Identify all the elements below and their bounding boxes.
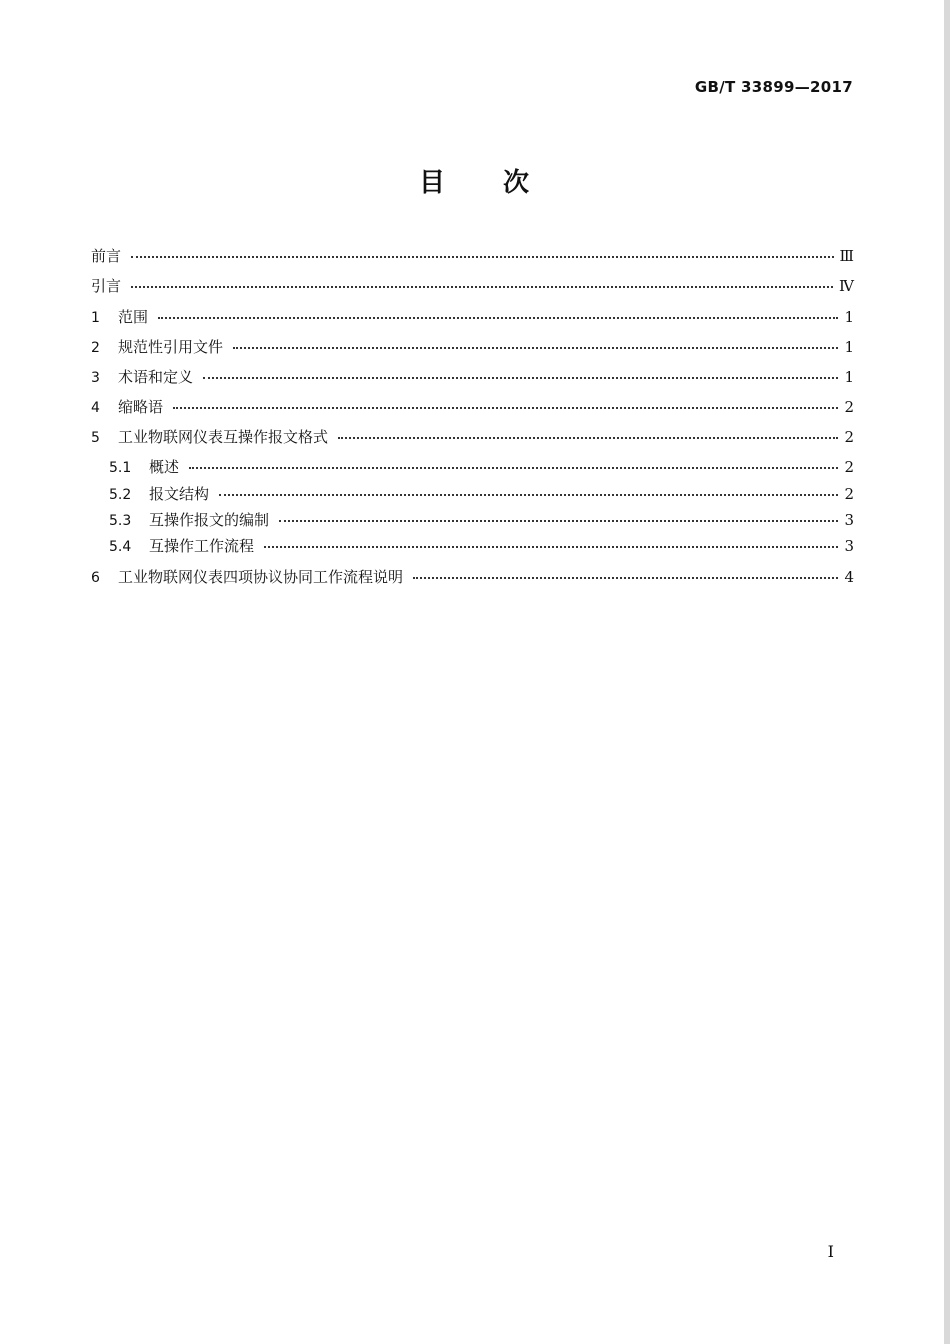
toc-entry-scope[interactable] <box>91 306 854 328</box>
dot-leader <box>158 317 838 319</box>
toc-entry-message-format[interactable] <box>91 426 854 448</box>
toc-entry-label: 工业物联网仪表四项协议协同工作流程说明 <box>118 568 404 586</box>
toc-entry-label: 互操作工作流程 <box>149 537 255 555</box>
toc-entry-label: 范围 <box>118 308 149 326</box>
toc-entry-number: 5.4 <box>109 539 132 555</box>
toc-entry-workflow[interactable] <box>109 535 854 557</box>
toc-entry-label: 前言 <box>91 247 122 265</box>
dot-leader <box>173 407 838 409</box>
dot-leader <box>131 256 834 258</box>
page-number: Ⅰ <box>827 1242 834 1261</box>
toc-entry-label: 规范性引用文件 <box>118 338 224 356</box>
toc-entry-number: 5.1 <box>109 460 132 476</box>
toc-entry-label: 概述 <box>149 458 180 476</box>
toc-entry-message-structure[interactable] <box>109 483 854 505</box>
dot-leader <box>413 577 838 579</box>
toc-entry-page: 2 <box>844 398 854 416</box>
toc-entry-label: 缩略语 <box>118 398 164 416</box>
toc-entry-page: 3 <box>844 537 854 555</box>
toc-entry-number: 5 <box>91 430 100 446</box>
toc-entry-page: 3 <box>844 511 854 529</box>
toc-entry-label: 报文结构 <box>149 485 210 503</box>
toc-entry-protocol-collaboration[interactable] <box>91 566 854 588</box>
page-title: 目 次 <box>418 168 531 198</box>
toc-entry-number: 5.2 <box>109 487 132 503</box>
page-edge <box>944 0 950 1344</box>
toc-entry-page: 1 <box>844 308 854 326</box>
toc-entry-number: 4 <box>91 400 100 416</box>
toc-entry-label: 工业物联网仪表互操作报文格式 <box>118 428 329 446</box>
dot-leader <box>219 494 838 496</box>
toc-entry-page: 4 <box>844 568 854 586</box>
toc-entry-page: 1 <box>844 338 854 356</box>
toc-entry-message-compilation[interactable] <box>109 509 854 531</box>
toc-entry-number: 2 <box>91 340 100 356</box>
toc-entry-abbreviations[interactable] <box>91 396 854 418</box>
toc-entry-number: 6 <box>91 570 100 586</box>
dot-leader <box>189 467 838 469</box>
toc-entry-page: Ⅲ <box>839 247 854 265</box>
toc-entry-page: 2 <box>844 428 854 446</box>
toc-entry-page: 1 <box>844 368 854 386</box>
standard-number: GB/T 33899—2017 <box>694 78 853 96</box>
toc-entry-introduction[interactable] <box>91 275 854 297</box>
toc-entry-number: 1 <box>91 310 100 326</box>
dot-leader <box>338 437 838 439</box>
toc-entry-terms-definitions[interactable] <box>91 366 854 388</box>
toc-entry-label: 互操作报文的编制 <box>149 511 270 529</box>
toc-entry-page: 2 <box>844 458 854 476</box>
dot-leader <box>233 347 838 349</box>
toc-entry-label: 术语和定义 <box>118 368 194 386</box>
toc-entry-number: 3 <box>91 370 100 386</box>
toc-entry-foreword[interactable] <box>91 245 854 267</box>
toc-entry-page: Ⅳ <box>839 277 854 295</box>
toc-entry-label: 引言 <box>91 277 122 295</box>
toc-entry-normative-references[interactable] <box>91 336 854 358</box>
dot-leader <box>131 286 833 288</box>
dot-leader <box>264 546 838 548</box>
toc-entry-overview[interactable] <box>109 456 854 478</box>
toc-entry-page: 2 <box>844 485 854 503</box>
dot-leader <box>203 377 838 379</box>
dot-leader <box>279 520 838 522</box>
toc-entry-number: 5.3 <box>109 513 132 529</box>
